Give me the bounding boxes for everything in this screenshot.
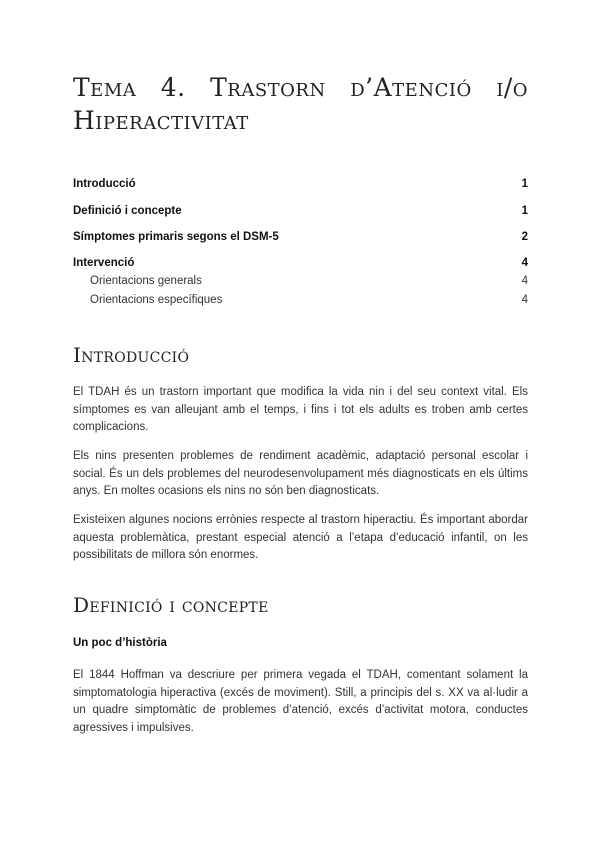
toc-entry-label: Intervenció: [73, 257, 135, 269]
section-heading-introduccio: Introducció: [73, 343, 190, 367]
subsection-heading: Un poc d’història: [73, 637, 167, 649]
toc-entry-label: Definició i concepte: [73, 205, 182, 217]
toc-entry-page: 4: [521, 275, 528, 287]
toc-entry-page: 2: [521, 231, 528, 243]
toc-entry-label: Orientacions generals: [90, 275, 202, 287]
toc-entry-page: 4: [521, 294, 528, 306]
toc-entry-label: Introducció: [73, 178, 136, 190]
toc-entry-label: Orientacions específiques: [90, 294, 223, 306]
paragraph: Existeixen algunes nocions errònies respecte al trastorn hiperactiu. És important abordar aquesta problemàtica, prestant especial atenció a l’etapa d’educació infantil, on les possibilitats de millora són enormes.: [73, 514, 528, 561]
toc-entry-page: 4: [521, 257, 528, 269]
paragraph: El TDAH és un trastorn important que modifica la vida nin i del seu context vital. Els símptomes es van alleujant amb el temps, i fins i tot els adults es troben amb certes complicacions.: [73, 386, 528, 433]
paragraph: Els nins presenten problemes de rendiment acadèmic, adaptació personal escolar i social. És un dels problemes del neurodesenvolupament més diagnosticats en els últims anys. En moltes ocasions els nins no són ben diagnosticats.: [73, 450, 528, 497]
toc-entry-page: 1: [521, 178, 528, 190]
toc-entry-label: Símptomes primaris segons el DSM-5: [73, 231, 279, 243]
toc-entry-page: 1: [521, 205, 528, 217]
document-title: Tema 4. Trastorn d’Atenció i/o Hiperactivitat: [73, 73, 528, 135]
paragraph: El 1844 Hoffman va descriure per primera vegada el TDAH, comentant solament la simptomatologia hiperactiva (excés de moviment). Still, a principis del s. XX va al·ludir a un quadre simptomàtic de problemes d’atenció, excés d’activitat motora, conductes agressives i impulsives.: [73, 669, 528, 734]
section-heading-definicio: Definició i concepte: [73, 593, 269, 617]
